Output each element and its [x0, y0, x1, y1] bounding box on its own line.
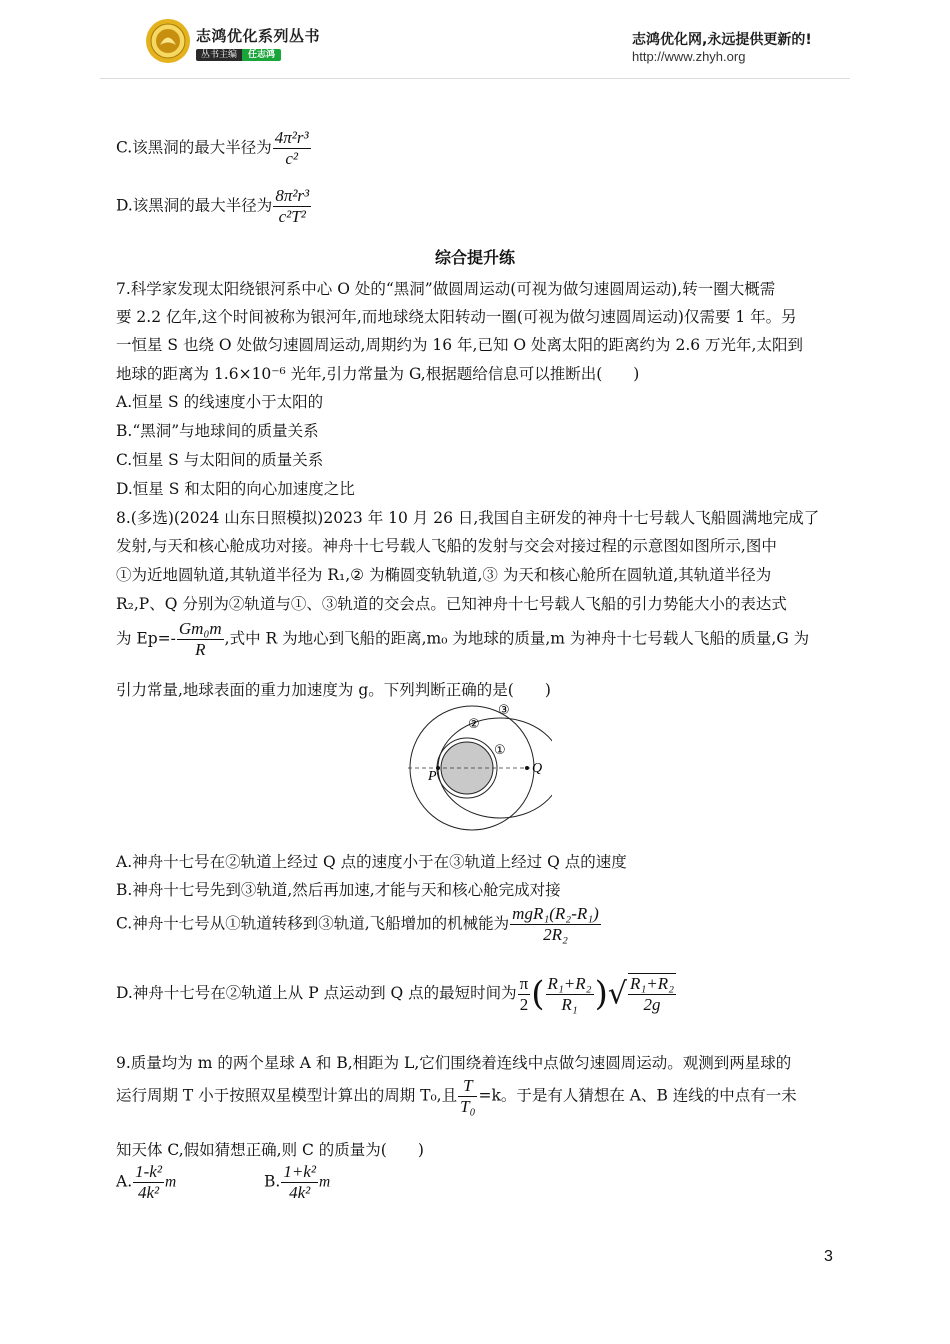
label-orbit-1: ① — [494, 743, 506, 758]
q8-option-d — [116, 973, 677, 1015]
label-orbit-2: ② — [468, 717, 480, 732]
q9-stem-line-2 — [116, 1076, 797, 1117]
brand-title: 志鸿优化系列丛书 — [196, 27, 321, 45]
q8-energy-rest: ,式中 R 为地心到飞船的距离,m₀ 为地球的质量,m 为神舟十七号载人飞船的质量,G 为 — [224, 629, 810, 648]
brand-seal-logo — [145, 18, 191, 64]
q8-stem-line-4: R₂,P、Q 分别为②轨道与①、③轨道的交会点。已知神舟十七号载人飞船的引力势能大小的表达式 — [116, 595, 787, 613]
q9-option-b-fraction: $\frac{\text{1+k²}}{\text{4k²}}$ — [283, 1162, 316, 1202]
q8-option-d-text: D.神舟十七号在②轨道上从 P 点运动到 Q 点的最短时间为 — [116, 984, 517, 1002]
q6-option-d-fraction: $\frac{\text{8π²r³}}{\text{c²T²}}$ — [275, 186, 310, 226]
q8-option-c-text: C.神舟十七号从①轨道转移到③轨道,飞船增加的机械能为 — [116, 914, 510, 933]
q8-option-b: B.神舟十七号先到③轨道,然后再加速,才能与天和核心舱完成对接 — [116, 881, 561, 899]
q8-option-d-sqrt-fraction: $\frac{\text{R₁+R₂}}{2g}$ — [629, 974, 675, 1014]
q7-option-a: A.恒星 S 的线速度小于太阳的 — [116, 393, 324, 411]
q9-period-rest: =k。于是有人猜想在 A、B 连线的中点有一未 — [478, 1086, 797, 1105]
q9-period-fraction: $\frac{T}{\text{T₀}}$ — [460, 1076, 476, 1116]
section-title: 综合提升练 — [434, 248, 515, 267]
brand-editor — [196, 47, 281, 60]
q6-option-d-text: D.该黑洞的最大半径为 — [116, 196, 273, 215]
q8-stem-line-6: 引力常量,地球表面的重力加速度为 g。下列判断正确的是( ) — [116, 681, 551, 699]
q7-option-c: C.恒星 S 与太阳间的质量关系 — [116, 451, 324, 469]
q7-option-b: B.“黑洞”与地球间的质量关系 — [116, 422, 319, 440]
q7-stem-line-2: 要 2.2 亿年,这个时间被称为银河年,而地球绕太阳转动一圈(可视为做匀速圆周运动)仅需要 1 年。另 — [116, 308, 797, 326]
left-paren: ( — [531, 974, 545, 1014]
q7-stem-line-4: 地球的距离为 1.6×10⁻⁶ 光年,引力常量为 G,根据题给信息可以推断出( ) — [116, 365, 640, 383]
sqrt-sign-icon: √ — [607, 976, 627, 1012]
q8-option-d-ratio-fraction: $\frac{\text{R₁+R₂}}{\text{R₁}}$ — [547, 973, 592, 1014]
label-orbit-3: ③ — [498, 703, 510, 718]
point-q-dot — [525, 766, 529, 770]
q6-option-c-text: C.该黑洞的最大半径为 — [116, 138, 272, 157]
q8-stem-line-3: ①为近地圆轨道,其轨道半径为 R₁,② 为椭圆变轨轨道,③ 为天和核心舱所在圆轨道,其轨道半径为 — [116, 566, 772, 584]
q7-option-d: D.恒星 S 和太阳的向心加速度之比 — [116, 480, 355, 498]
q8-stem-line-2: 发射,与天和核心舱成功对接。神舟十七号载人飞船的发射与交会对接过程的示意图如图所示,图中 — [116, 537, 777, 555]
header-slogan: 志鸿优化网,永远提供更新的! — [632, 32, 812, 48]
q9-option-a-fraction: $\frac{\text{1-k²}}{\text{4k²}}$ — [135, 1162, 162, 1202]
q8-option-d-pi-fraction: $\frac{\pi}{2}$ — [519, 973, 529, 1014]
point-p-dot — [436, 766, 440, 770]
q9-option-a: A. $\frac{\text{1-k²}}{\text{4k²}}$ m — [116, 1162, 177, 1202]
header-divider — [100, 78, 850, 79]
q8-option-a: A.神舟十七号在②轨道上经过 Q 点的速度小于在③轨道上经过 Q 点的速度 — [116, 853, 627, 871]
q6-option-d — [116, 186, 312, 227]
q6-option-c — [116, 128, 312, 169]
q9-option-b: B. $\frac{\text{1+k²}}{\text{4k²}}$ m — [264, 1162, 331, 1202]
q7-stem-line-1: 7.科学家发现太阳绕银河系中心 O 处的“黑洞”做圆周运动(可视为做匀速圆周运动),转一圈大概需 — [116, 280, 776, 298]
right-paren: ) — [594, 974, 608, 1014]
q7-stem-line-3: 一恒星 S 也绕 O 处做匀速圆周运动,周期约为 16 年,已知 O 处离太阳的距离约为 2.6 万光年,太阳到 — [116, 336, 803, 354]
label-point-q: Q — [532, 761, 543, 776]
header-url[interactable]: http://www.zhyh.org — [632, 49, 746, 64]
q9-period-text: 运行周期 T 小于按照双星模型计算出的周期 T₀,且 — [116, 1086, 458, 1105]
q8-option-c — [116, 904, 602, 945]
q8-stem-line-5 — [116, 619, 809, 660]
orbit-diagram — [402, 700, 552, 832]
editor-label: 丛书主编 — [196, 49, 242, 61]
q8-option-c-fraction: $\frac{\text{mgR₁(R₂-R₁)}}{\text{2R₂}}$ — [512, 904, 599, 944]
editor-name: 任志鸿 — [242, 49, 281, 61]
q8-stem-line-1: 8.(多选)(2024 山东日照模拟)2023 年 10 月 26 日,我国自主研发的神舟十七号载人飞船圆满地完成了 — [116, 509, 820, 527]
q9-stem-line-3: 知天体 C,假如猜想正确,则 C 的质量为( ) — [116, 1141, 424, 1159]
q9-stem-line-1: 9.质量均为 m 的两个星球 A 和 B,相距为 L,它们围绕着连线中点做匀速圆周运动。观测到两星球的 — [116, 1054, 792, 1072]
label-point-p: P — [428, 769, 437, 784]
q6-option-c-fraction: $\frac{\text{4π²r³}}{\text{c²}}$ — [274, 128, 309, 168]
page-number: 3 — [824, 1248, 833, 1265]
q8-energy-prefix: 为 Ep=- — [116, 629, 176, 648]
q8-energy-fraction: $\frac{\text{Gm₀m}}{R}$ — [178, 619, 222, 659]
